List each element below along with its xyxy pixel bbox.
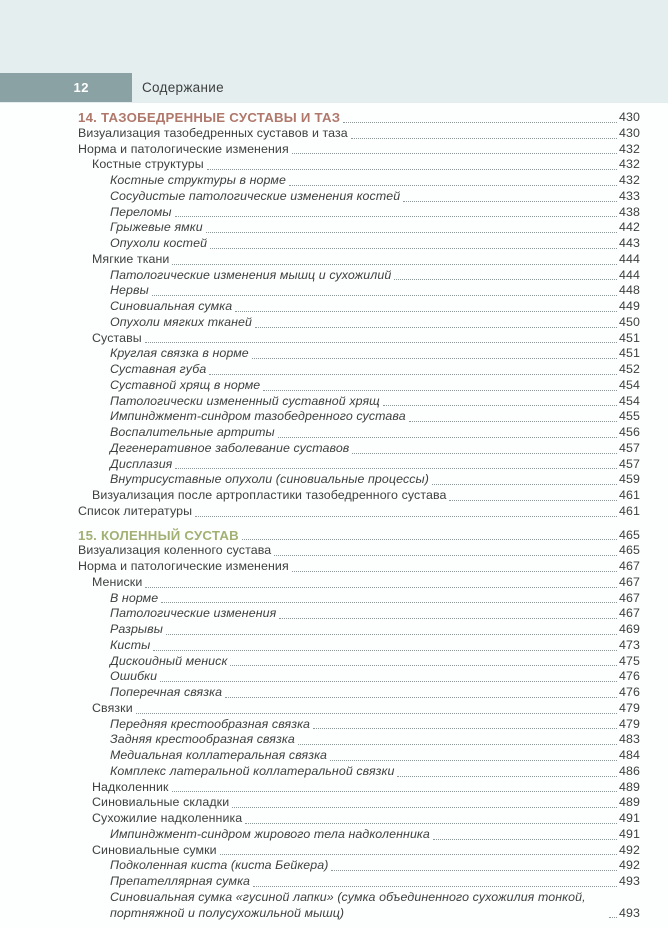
toc-entry <box>0 283 640 299</box>
toc-entry-page: 493 <box>619 874 640 888</box>
dotted-leader <box>403 201 617 202</box>
dotted-leader <box>175 216 617 217</box>
toc-entry-page: 467 <box>619 559 640 573</box>
toc-entry <box>0 654 640 670</box>
toc-entry-label: Грыжевые ямки <box>110 220 203 235</box>
toc-entry-page: 457 <box>619 440 640 455</box>
toc-entry <box>0 701 640 717</box>
toc-entry <box>0 732 640 748</box>
toc-entry-label: Суставной хрящ в норме <box>110 377 261 392</box>
dotted-leader <box>242 539 617 540</box>
toc-entry-page: 457 <box>619 456 640 471</box>
dotted-leader <box>449 500 617 501</box>
toc-entry-page: 432 <box>619 157 640 172</box>
dotted-leader <box>145 342 617 343</box>
toc-entry <box>0 394 640 410</box>
dotted-leader <box>279 618 617 619</box>
toc-entry-label: Синовиальные складки <box>92 795 230 810</box>
toc-entry-page: 454 <box>619 377 640 392</box>
toc-entry-page: 467 <box>619 590 640 605</box>
toc-entry <box>0 591 640 607</box>
toc-entry-page: 489 <box>619 795 640 810</box>
toc-entry-label: Костные структуры в норме <box>110 173 286 187</box>
toc-entry <box>0 346 640 362</box>
toc-entry-label: Дегенеративное заболевание суставов <box>110 440 350 455</box>
toc-entry-label: Внутрисуставные опухоли (синовиальные процессы) <box>110 472 429 487</box>
toc-entry-page: 459 <box>619 472 640 487</box>
dotted-leader <box>298 744 617 745</box>
toc-entry <box>0 575 640 591</box>
dotted-leader <box>432 484 617 485</box>
dotted-leader <box>252 358 617 359</box>
toc-entry-page: 475 <box>619 653 640 668</box>
toc-entry-label: Патологические изменения <box>110 606 277 621</box>
toc-entry-page: 491 <box>619 826 640 841</box>
toc-entry-label: Ошибки <box>110 669 158 684</box>
toc-entry <box>0 488 640 504</box>
toc-entry <box>0 315 640 331</box>
dotted-leader <box>225 697 617 698</box>
toc-entry <box>0 504 640 520</box>
toc-entry-page: 467 <box>619 606 640 621</box>
toc-entry-label: Связки <box>92 700 133 715</box>
toc-entry-label: Норма и патологические изменения <box>78 141 289 156</box>
toc-entry-label: Синовиальные сумки <box>92 842 217 857</box>
toc-entry-label: Визуализация после артропластики тазобедренного сустава <box>92 488 447 502</box>
dotted-leader <box>166 634 617 635</box>
toc-entry <box>0 268 640 284</box>
dotted-leader <box>289 185 617 186</box>
page-number-box <box>0 73 132 102</box>
toc-entry-label: Нервы <box>110 283 149 298</box>
toc-entry-label: Кисты <box>110 637 151 652</box>
toc-entry-page: 438 <box>619 204 640 219</box>
toc-entry <box>0 717 640 733</box>
toc-entry-page: 432 <box>619 141 640 156</box>
dotted-leader <box>352 453 617 454</box>
toc-entry-page: 449 <box>619 299 640 313</box>
toc-entry-page: 489 <box>619 779 640 794</box>
toc-chapter-label: 14. ТАЗОБЕДРЕННЫЕ СУСТАВЫ И ТАЗ <box>78 110 341 125</box>
dotted-leader <box>175 468 617 469</box>
toc-entry <box>0 142 640 158</box>
page-number: 12 <box>73 80 89 95</box>
toc-entry-page: 476 <box>619 669 640 684</box>
toc-entry <box>0 638 640 654</box>
toc-entry <box>0 827 640 843</box>
toc-entry-page: 448 <box>619 283 640 298</box>
toc-entry <box>0 685 640 701</box>
toc-entry <box>0 236 640 252</box>
toc-entry-page: 433 <box>619 188 640 203</box>
toc-entry-page: 444 <box>619 251 640 266</box>
dotted-leader <box>172 264 617 265</box>
dotted-leader <box>230 665 617 666</box>
toc-entry-label: Сосудистые патологические изменения костей <box>110 188 401 203</box>
toc-entry <box>0 252 640 268</box>
toc-entry-page: 484 <box>619 748 640 762</box>
toc-entry-label: Опухоли мягких тканей <box>110 314 253 329</box>
toc-chapter <box>0 110 640 126</box>
toc-entry-label: Импинджмент-синдром тазобедренного сустава <box>110 409 406 424</box>
toc-chapter-label: 15. КОЛЕННЫЙ СУСТАВ <box>78 527 239 543</box>
dotted-leader <box>274 555 617 556</box>
dotted-leader <box>235 311 617 312</box>
toc-entry-label: Норма и патологические изменения <box>78 559 289 573</box>
toc-entry-label: Опухоли костей <box>110 236 208 250</box>
toc-entry-label: Мягкие ткани <box>92 251 170 266</box>
toc-entry-label: Костные структуры <box>92 157 204 172</box>
toc-entry-label: Подколенная киста (киста Бейкера) <box>110 858 329 873</box>
toc-entry-page: 451 <box>619 330 640 345</box>
toc-entry-label: Сухожилие надколенника <box>92 811 243 825</box>
dotted-leader <box>195 516 617 517</box>
dotted-leader <box>343 122 617 123</box>
toc-entry-label: Передняя крестообразная связка <box>110 716 311 731</box>
toc-entry-page: 454 <box>619 393 640 408</box>
toc-entry-page: 492 <box>619 858 640 873</box>
toc-entry-label: Дискоидный мениск <box>110 653 228 668</box>
toc-entry-page: 492 <box>619 842 640 857</box>
toc-entry-page: 491 <box>619 811 640 825</box>
toc-entry-page: 479 <box>619 700 640 715</box>
dotted-leader <box>209 374 617 375</box>
toc-entry-page: 443 <box>619 236 640 250</box>
dotted-leader <box>172 791 618 792</box>
toc-entry <box>0 764 640 780</box>
toc-entry <box>0 173 640 189</box>
dotted-leader <box>433 839 617 840</box>
toc-entry <box>0 205 640 221</box>
toc-entry <box>0 858 640 874</box>
toc-entry <box>0 890 640 922</box>
dotted-leader <box>136 713 617 714</box>
toc-entry-page: 493 <box>619 905 640 920</box>
toc-entry-label: Синовиальная сумка «гусиной лапки» (сумка объединенного сухожилия тонкой, портняжной и полусухожильной мышц) <box>110 889 586 920</box>
dotted-leader <box>292 571 617 572</box>
dotted-leader <box>232 807 617 808</box>
toc-entry <box>0 795 640 811</box>
toc-entry-label: Патологически измененный суставной хрящ <box>110 393 380 408</box>
toc-entry-page: 452 <box>619 362 640 376</box>
toc-entry <box>0 220 640 236</box>
toc-entry-label: В норме <box>110 590 159 605</box>
toc-entry-label: Патологические изменения мышц и сухожилий <box>110 267 392 282</box>
toc-entry-label: Суставы <box>92 330 142 345</box>
dotted-leader <box>207 169 617 170</box>
toc-entry-page: 473 <box>619 637 640 652</box>
toc-entry-page: 461 <box>619 488 640 502</box>
toc-entry <box>0 843 640 859</box>
toc-entry <box>0 457 640 473</box>
toc-entry <box>0 543 640 559</box>
toc-entry-label: Дисплазия <box>110 456 173 471</box>
toc-entry-label: Надколенник <box>92 779 169 794</box>
toc-entry-label: Список литературы <box>78 503 193 518</box>
header-title: Содержание <box>142 80 224 95</box>
toc-entry-label: Круглая связка в норме <box>110 346 249 361</box>
toc-entry-label: Мениски <box>92 574 143 589</box>
dotted-leader <box>206 232 617 233</box>
toc-entry <box>0 622 640 638</box>
toc-entry <box>0 780 640 796</box>
toc-entry <box>0 874 640 890</box>
dotted-leader <box>397 776 617 777</box>
toc-entry <box>0 157 640 173</box>
toc-entry-page: 442 <box>619 220 640 235</box>
toc-entry-page: 455 <box>619 409 640 424</box>
toc-entry <box>0 472 640 488</box>
toc-entry-page: 461 <box>619 503 640 518</box>
toc-entry-label: Задняя крестообразная связка <box>110 732 295 747</box>
dotted-leader <box>220 854 617 855</box>
dotted-leader <box>160 681 617 682</box>
toc-entry-label: Переломы <box>110 204 172 219</box>
toc-entry-page: 451 <box>619 346 640 361</box>
dotted-leader <box>409 421 617 422</box>
toc-entry-label: Разрывы <box>110 622 163 636</box>
toc-entry-label: Медиальная коллатеральная связка <box>110 748 328 762</box>
dotted-leader <box>609 917 617 918</box>
toc-entry-label: Комплекс латеральной коллатеральной связки <box>110 763 395 778</box>
toc-entry-page: 479 <box>619 716 640 731</box>
toc-entry <box>0 559 640 575</box>
dotted-leader <box>153 650 617 651</box>
dotted-leader <box>161 602 617 603</box>
toc-entry-label: Воспалительные артриты <box>110 425 275 439</box>
toc-entry <box>0 425 640 441</box>
dotted-leader <box>278 437 617 438</box>
toc-entry-label: Поперечная связка <box>110 685 223 699</box>
toc-entry-page: 456 <box>619 425 640 439</box>
toc-entry <box>0 409 640 425</box>
toc-entry <box>0 331 640 347</box>
toc-chapter-page: 465 <box>619 527 640 542</box>
toc-entry-page: 430 <box>619 125 640 140</box>
dotted-leader <box>263 390 617 391</box>
toc-entry-label: Синовиальная сумка <box>110 299 233 313</box>
toc-entry-page: 469 <box>619 622 640 636</box>
dotted-leader <box>152 295 617 296</box>
toc-entry-page: 444 <box>619 267 640 282</box>
dotted-leader <box>255 327 617 328</box>
toc-entry <box>0 189 640 205</box>
toc-entry-label: Препателлярная сумка <box>110 874 251 888</box>
dotted-leader <box>383 405 617 406</box>
toc-entry <box>0 606 640 622</box>
toc-entry <box>0 362 640 378</box>
toc-entry <box>0 126 640 142</box>
dotted-leader <box>394 279 617 280</box>
toc-section <box>0 110 640 520</box>
dotted-leader <box>245 823 617 824</box>
toc-entry <box>0 299 640 315</box>
toc-entry-page: 486 <box>619 763 640 778</box>
dotted-leader <box>330 760 617 761</box>
toc-entry <box>0 441 640 457</box>
toc-entry-page: 467 <box>619 574 640 589</box>
toc-entry <box>0 669 640 685</box>
toc-entry-page: 432 <box>619 173 640 187</box>
toc-chapter-page: 430 <box>619 110 640 124</box>
dotted-leader <box>292 153 617 154</box>
toc-chapter <box>0 528 640 544</box>
dotted-leader <box>253 886 617 887</box>
dotted-leader <box>210 248 617 249</box>
toc-section <box>0 528 640 922</box>
toc-entry-label: Визуализация тазобедренных суставов и таза <box>78 125 348 140</box>
toc-entry-page: 476 <box>619 685 640 699</box>
toc <box>0 110 640 921</box>
dotted-leader <box>145 587 617 588</box>
toc-entry <box>0 748 640 764</box>
dotted-leader <box>331 870 617 871</box>
toc-entry-label: Импинджмент-синдром жирового тела надколенника <box>110 826 430 841</box>
toc-entry-label: Суставная губа <box>110 362 207 376</box>
toc-entry-label: Визуализация коленного сустава <box>78 543 272 558</box>
dotted-leader <box>313 728 617 729</box>
toc-entry-page: 465 <box>619 543 640 558</box>
toc-entry <box>0 378 640 394</box>
toc-entry-page: 450 <box>619 314 640 329</box>
toc-entry-page: 483 <box>619 732 640 747</box>
dotted-leader <box>351 138 617 139</box>
toc-entry <box>0 811 640 827</box>
